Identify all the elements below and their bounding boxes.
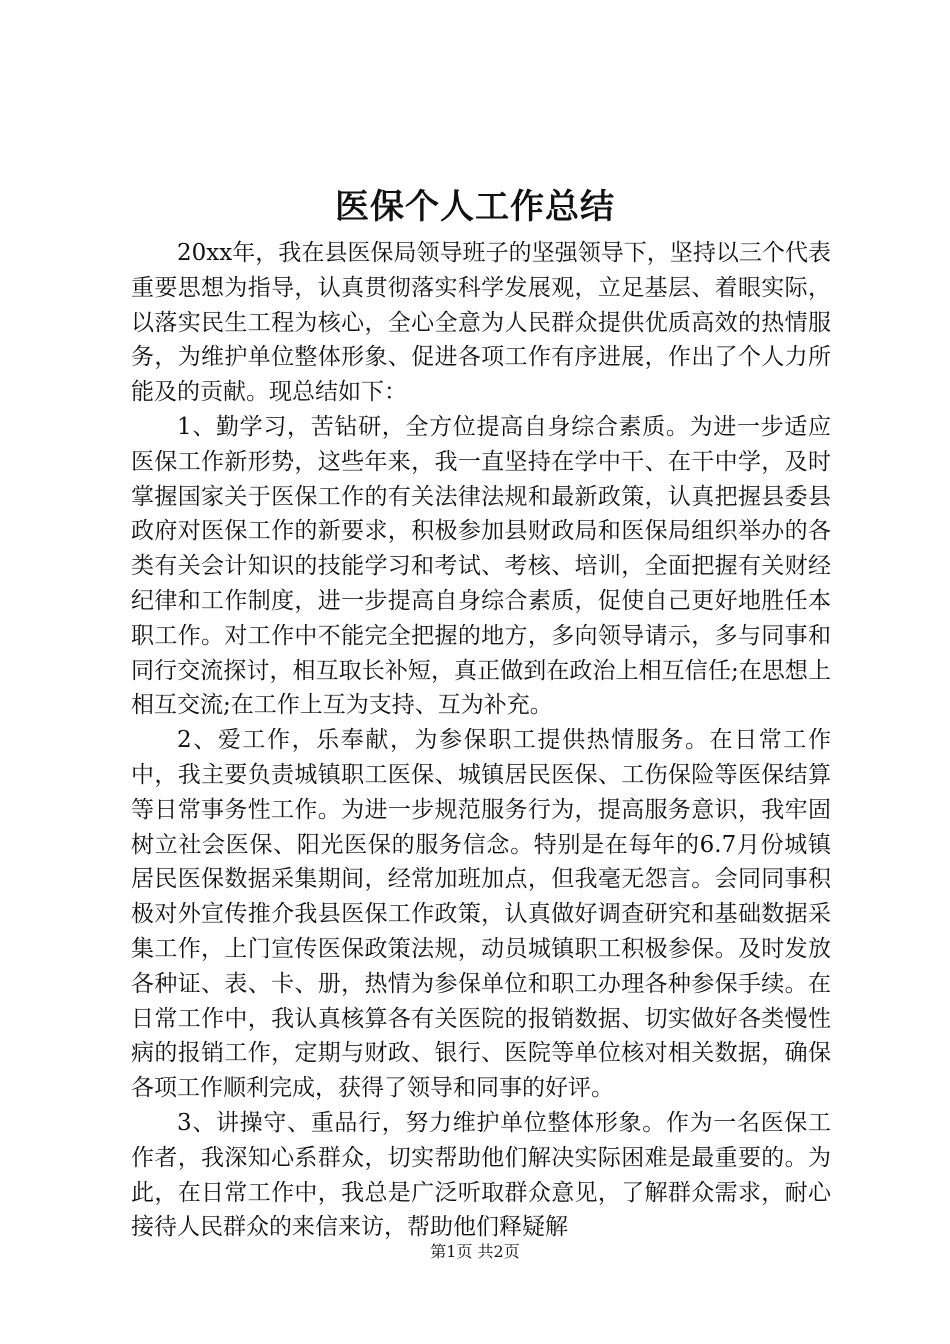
page-footer: 第1页 共2页 [430,1242,520,1261]
paragraph-service: 2、爱工作，乐奉献，为参保职工提供热情服务。在日常工作中，我主要负责城镇职工医保、城镇居民医保、工伤保险等医保结算等日常事务性工作。为进一步规范服务行为，提高服务意识，我牢固树立社会医保、阳光医保的服务信念。特别是在每年的6.7月份城镇居民医保数据采集期间，经常加班加点，但我毫无怨言。会同同事积极对外宣传推介我县医保工作政策，认真做好调查研究和基础数据采集工作，上门宣传医保政策法规，动员城镇职工积极参保。及时发放各种证、表、卡、册，热情为参保单位和职工办理各种参保手续。在日常工作中，我认真核算各有关医院的报销数据、切实做好各类慢性病的报销工作，定期与财政、银行、医院等单位核对相关数据，确保各项工作顺利完成，获得了领导和同事的好评。 [131,727,831,1102]
paragraph-study: 1、勤学习，苦钻研，全方位提高自身综合素质。为进一步适应医保工作新形势，这些年来，我一直坚持在学中干、在干中学，及时掌握国家关于医保工作的有关法律法规和最新政策，认真把握县委县政府对医保工作的新要求，积极参加县财政局和医保局组织举办的各类有关会计知识的技能学习和考试、考核、培训，全面把握有关财经纪律和工作制度，进一步提高自身综合素质，促使自己更好地胜任本职工作。对工作中不能完全把握的地方，多向领导请示，多与同事和同行交流探讨，相互取长补短，真正做到在政治上相互信任;在思想上相互交流;在工作上互为支持、互为补充。 [131,413,831,719]
document-body [131,236,831,1245]
paragraph-conduct: 3、讲操守、重品行，努力维护单位整体形象。作为一名医保工作者，我深知心系群众，切实帮助他们解决实际困难是最重要的。为此，在日常工作中，我总是广泛听取群众意见，了解群众需求，耐心接待人民群众的来信来访，帮助他们释疑解 [131,1109,831,1241]
document-title: 医保个人工作总结 [335,187,615,227]
paragraph-intro: 20xx年，我在县医保局领导班子的坚强领导下，坚持以三个代表重要思想为指导，认真贯彻落实科学发展观，立足基层、着眼实际，以落实民生工程为核心，全心全意为人民群众提供优质高效的热情服务，为维护单位整体形象、促进各项工作有序进展，作出了个人力所能及的贡献。现总结如下： [131,240,831,406]
